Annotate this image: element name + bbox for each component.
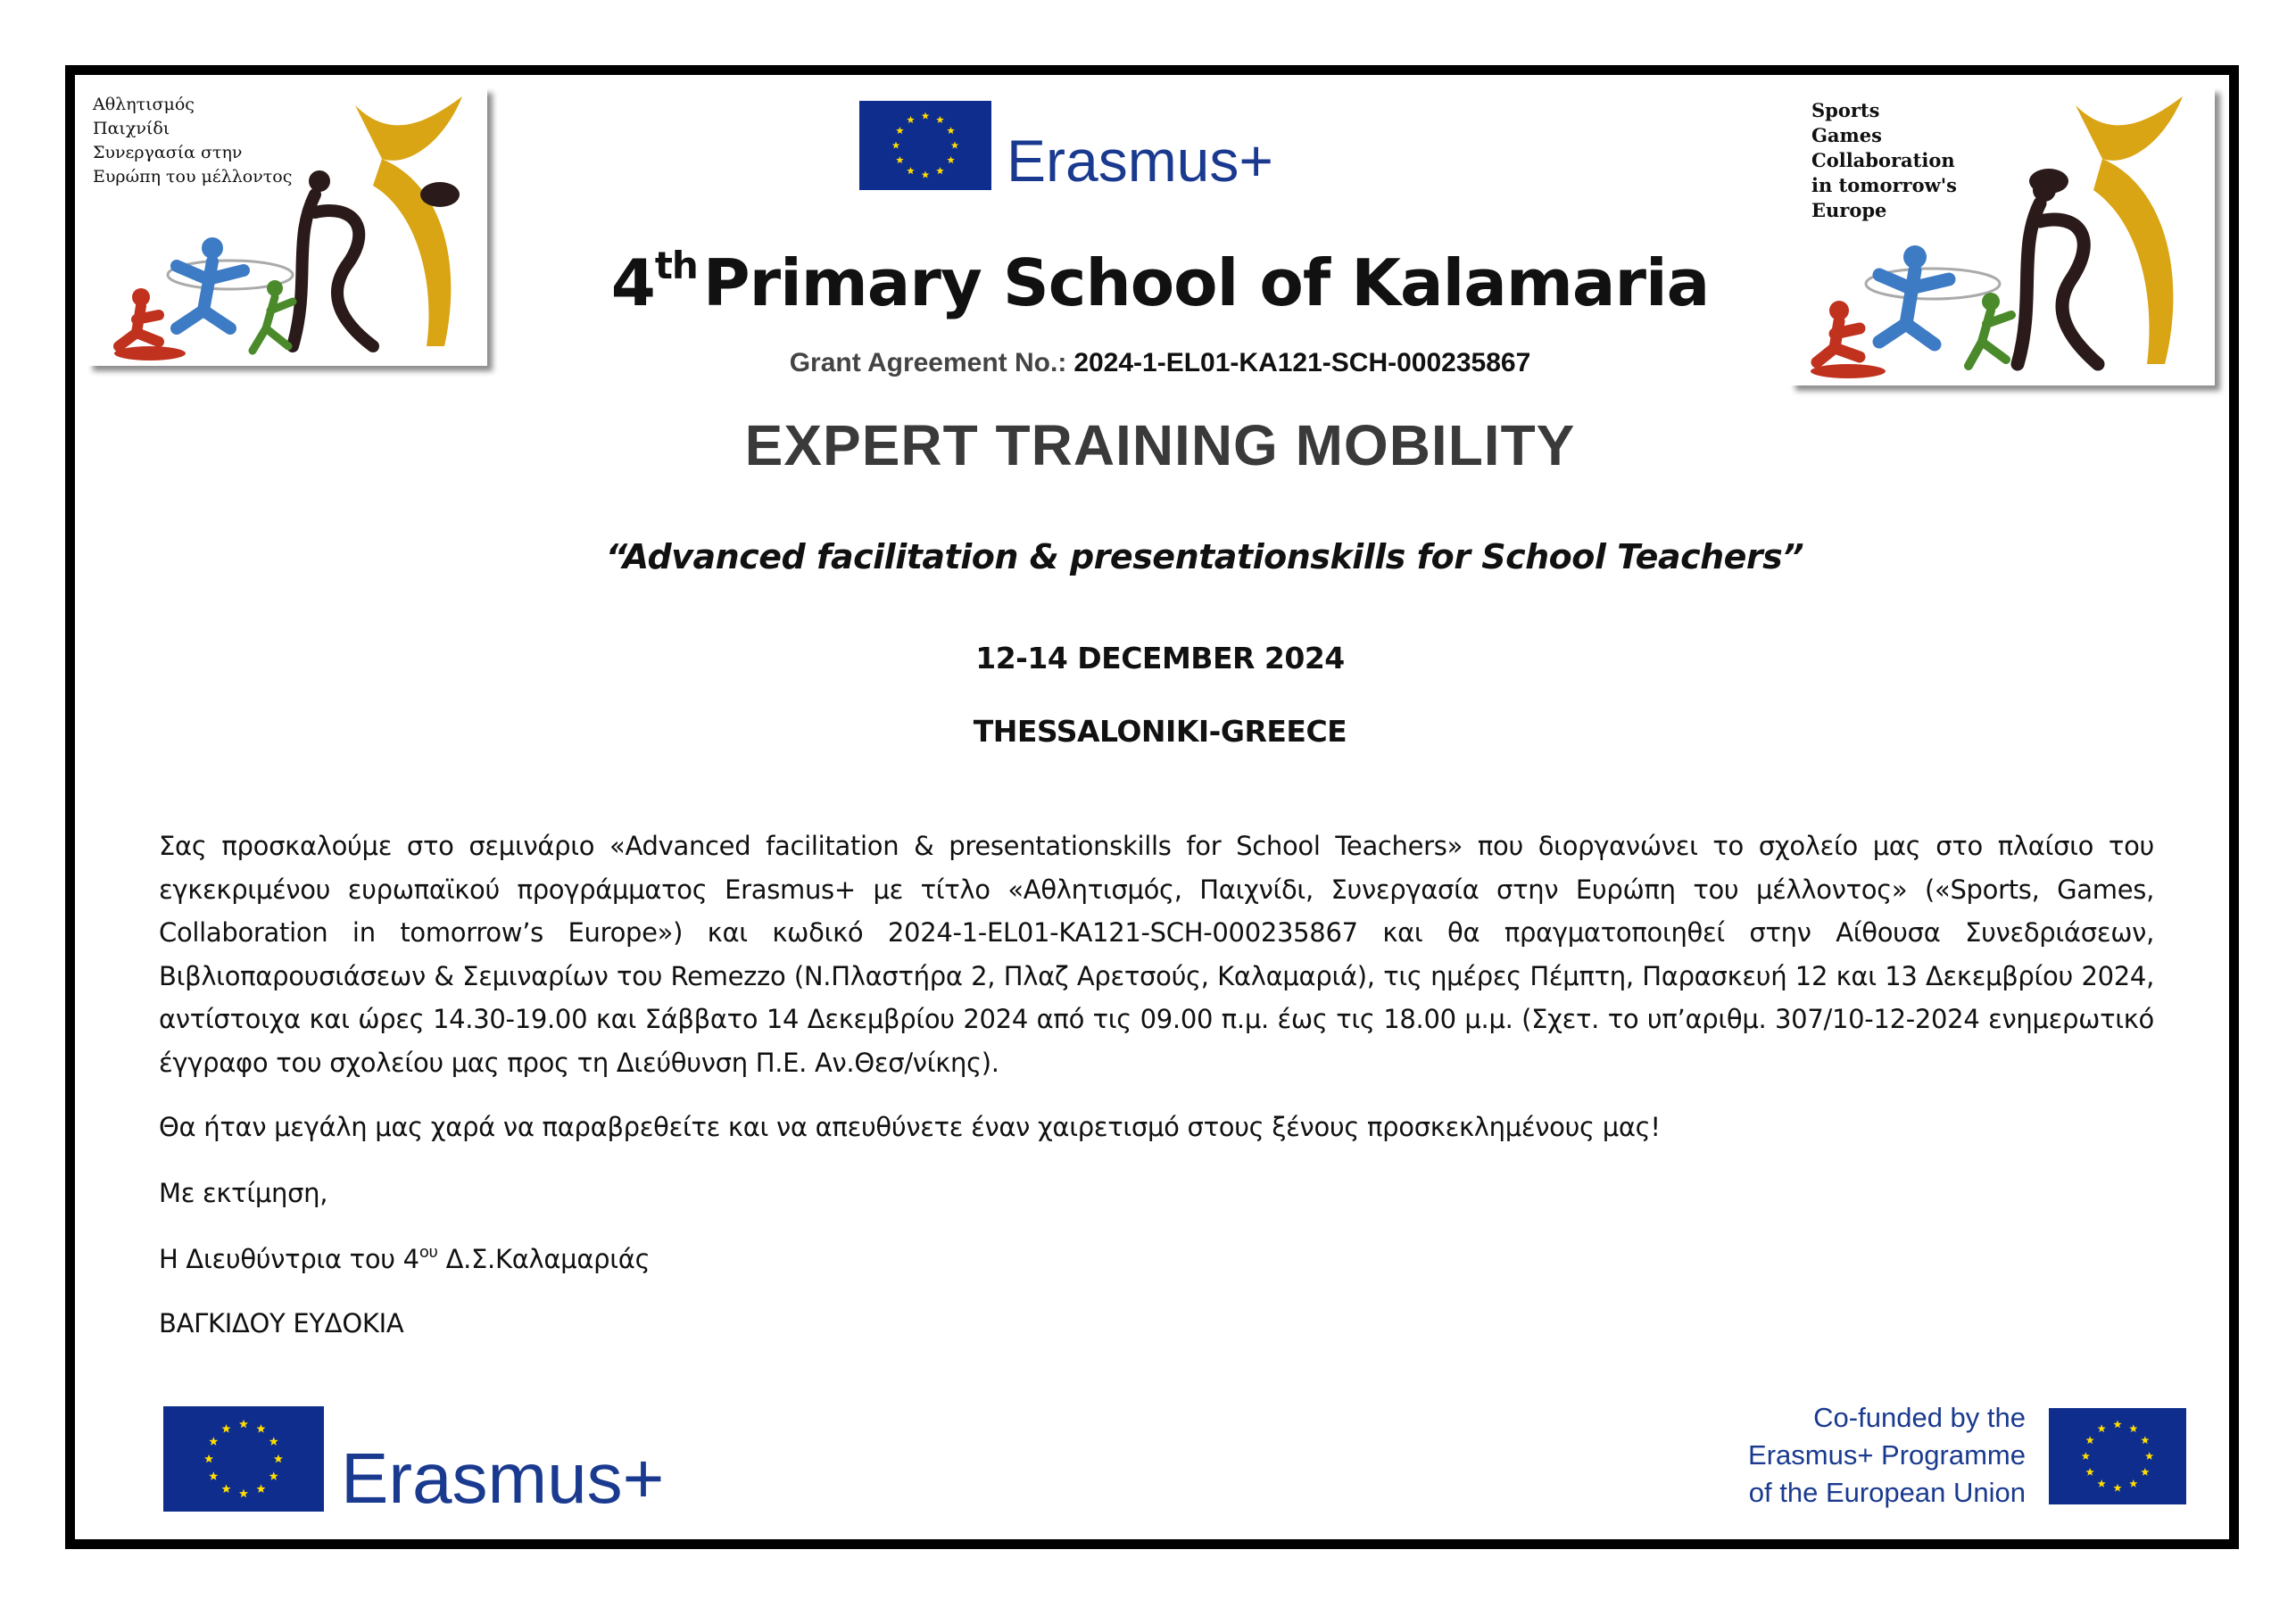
director-sup: ου <box>419 1243 438 1262</box>
caption-line: Collaboration <box>1811 149 1955 171</box>
eu-star-icon <box>209 1471 218 1480</box>
eu-star-icon <box>907 167 915 174</box>
eu-star-icon <box>256 1424 265 1433</box>
cofunded-statement <box>1695 1399 2026 1512</box>
project-logo-english <box>1790 87 2215 385</box>
eu-star-icon <box>239 1489 248 1498</box>
eu-star-icon <box>2129 1424 2137 1432</box>
erasmus-wordmark: Erasmus+ <box>341 1438 665 1518</box>
grant-label: Grant Agreement No.: <box>789 348 1067 377</box>
caption-line: Αθλητισμός <box>93 95 195 114</box>
english-caption <box>1811 98 1957 223</box>
school-ordinal-suffix: th <box>654 244 698 287</box>
project-logo-greek <box>87 87 487 366</box>
eu-star-icon <box>269 1437 278 1446</box>
school-ordinal: 4 <box>610 245 655 320</box>
eu-star-icon <box>2129 1479 2137 1488</box>
eu-star-icon <box>269 1471 278 1480</box>
invitation-paragraph: Σας προσκαλούμε στο σεμινάριο «Advanced facilitation & presentationskills for School Teachers» που διοργανώνει το σχολείο μας στο πλαίσιο του εγκεκριμένου ευρωπαϊκού προγράμματος Erasmus+ με τίτλο «Αθλητισμός, Παιχνίδι, Συνεργασία στην Ευρώπη του μέλλοντος» («Sports, Games, Collaboration in tomorrow’s Europe») και κωδικό 2024-1-EL01-KA121-SCH-000235867 και θα πραγματοποιηθεί στην Αίθουσα Συνεδριάσεων, Βιβλιοπαρουσιάσεων & Σεμιναρίων του Remezzo (Ν.Πλαστήρα 2, Πλαζ Αρετσούς, Καλαμαριά), τις ημέρες Πέμπτη, Παρασκευή 12 και 13 Δεκεμβρίου 2024, αντίστοιχα και ώρες 14.30-19.00 και Σάββατο 14 Δεκεμβρίου 2024 από τις 09.00 π.μ. έως τις 18.00 μ.μ. (Σχετ. το υπ’αριθμ. 307/10-12-2024 ενημερωτικό έγγραφο του σχολείου μας προς τη Διεύθυνση Π.Ε. Αν.Θεσ/νίκης). <box>159 831 2154 1078</box>
invitation-closing: Θα ήταν μεγάλη μας χαρά να παραβρεθείτε και να απευθύνετε έναν χαιρετισμό στους ξένους προσκεκλημένους μας! <box>159 1112 1661 1142</box>
eu-star-icon <box>896 127 904 134</box>
caption-line: Συνεργασία στην <box>93 143 243 162</box>
caption-line: Sports <box>1811 99 1880 121</box>
caption-line: Παιχνίδι <box>93 119 170 138</box>
cofunded-line: Co-funded by the <box>1813 1402 2026 1433</box>
eu-star-icon <box>2113 1484 2121 1492</box>
eu-stars-icon <box>163 1406 324 1512</box>
caption-line: Europe <box>1811 199 1887 221</box>
eu-star-icon <box>2098 1424 2106 1432</box>
greek-caption <box>93 93 292 189</box>
eu-star-icon <box>947 127 955 134</box>
school-title <box>535 221 1785 327</box>
eu-stars-icon <box>2049 1408 2186 1504</box>
eu-star-icon <box>204 1454 213 1463</box>
eu-star-icon <box>951 142 959 149</box>
eu-star-icon <box>936 116 944 123</box>
eu-flag-icon <box>2049 1408 2186 1504</box>
erasmus-wordmark: Erasmus+ <box>1007 128 1273 194</box>
eu-star-icon <box>907 116 915 123</box>
director-suffix: Δ.Σ.Καλαμαριάς <box>437 1244 651 1274</box>
eu-star-icon <box>239 1420 248 1429</box>
director-title <box>159 1243 650 1274</box>
seminar-title: “Advanced facilitation & presentationskills for School Teachers” <box>605 537 1804 576</box>
eu-star-icon <box>896 156 904 163</box>
eu-star-icon <box>209 1437 218 1446</box>
cofunded-line: of the European Union <box>1748 1477 2026 1508</box>
eu-star-icon <box>2141 1468 2149 1476</box>
eu-star-icon <box>892 142 900 149</box>
director-name: ΒΑΓΚΙΔΟΥ ΕΥΔΟΚΙΑ <box>159 1308 404 1338</box>
eu-star-icon <box>922 171 930 178</box>
caption-line: in tomorrow's <box>1811 174 1957 196</box>
eu-star-icon <box>2145 1452 2153 1460</box>
eu-star-icon <box>221 1424 230 1433</box>
event-location: THESSALONIKI-GREECE <box>973 714 1347 749</box>
eu-star-icon <box>2098 1479 2106 1488</box>
event-dates: 12-14 DECEMBER 2024 <box>975 641 1345 675</box>
grant-number: 2024-1-EL01-KA121-SCH-000235867 <box>1073 348 1531 377</box>
school-name: Primary School of Kalamaria <box>702 245 1710 320</box>
eu-flag-icon <box>859 101 991 190</box>
eu-flag-icon <box>163 1406 324 1512</box>
caption-line: Games <box>1811 124 1882 146</box>
eu-star-icon <box>2082 1452 2090 1460</box>
eu-stars-icon <box>859 101 991 190</box>
eu-star-icon <box>2086 1436 2094 1444</box>
eu-star-icon <box>221 1484 230 1493</box>
eu-star-icon <box>274 1454 283 1463</box>
eu-star-icon <box>2141 1436 2149 1444</box>
mobility-heading: EXPERT TRAINING MOBILITY <box>744 413 1576 477</box>
regards-line: Με εκτίμηση, <box>159 1178 328 1208</box>
eu-star-icon <box>2113 1421 2121 1429</box>
eu-star-icon <box>922 112 930 120</box>
eu-star-icon <box>947 156 955 163</box>
director-prefix: Η Διευθύντρια του 4 <box>159 1244 419 1274</box>
eu-star-icon <box>936 167 944 174</box>
cofunded-line: Erasmus+ Programme <box>1748 1439 2026 1471</box>
eu-star-icon <box>256 1484 265 1493</box>
grant-agreement <box>535 348 1785 378</box>
caption-line: Ευρώπη του μέλλοντος <box>93 167 293 186</box>
eu-star-icon <box>2086 1468 2094 1476</box>
